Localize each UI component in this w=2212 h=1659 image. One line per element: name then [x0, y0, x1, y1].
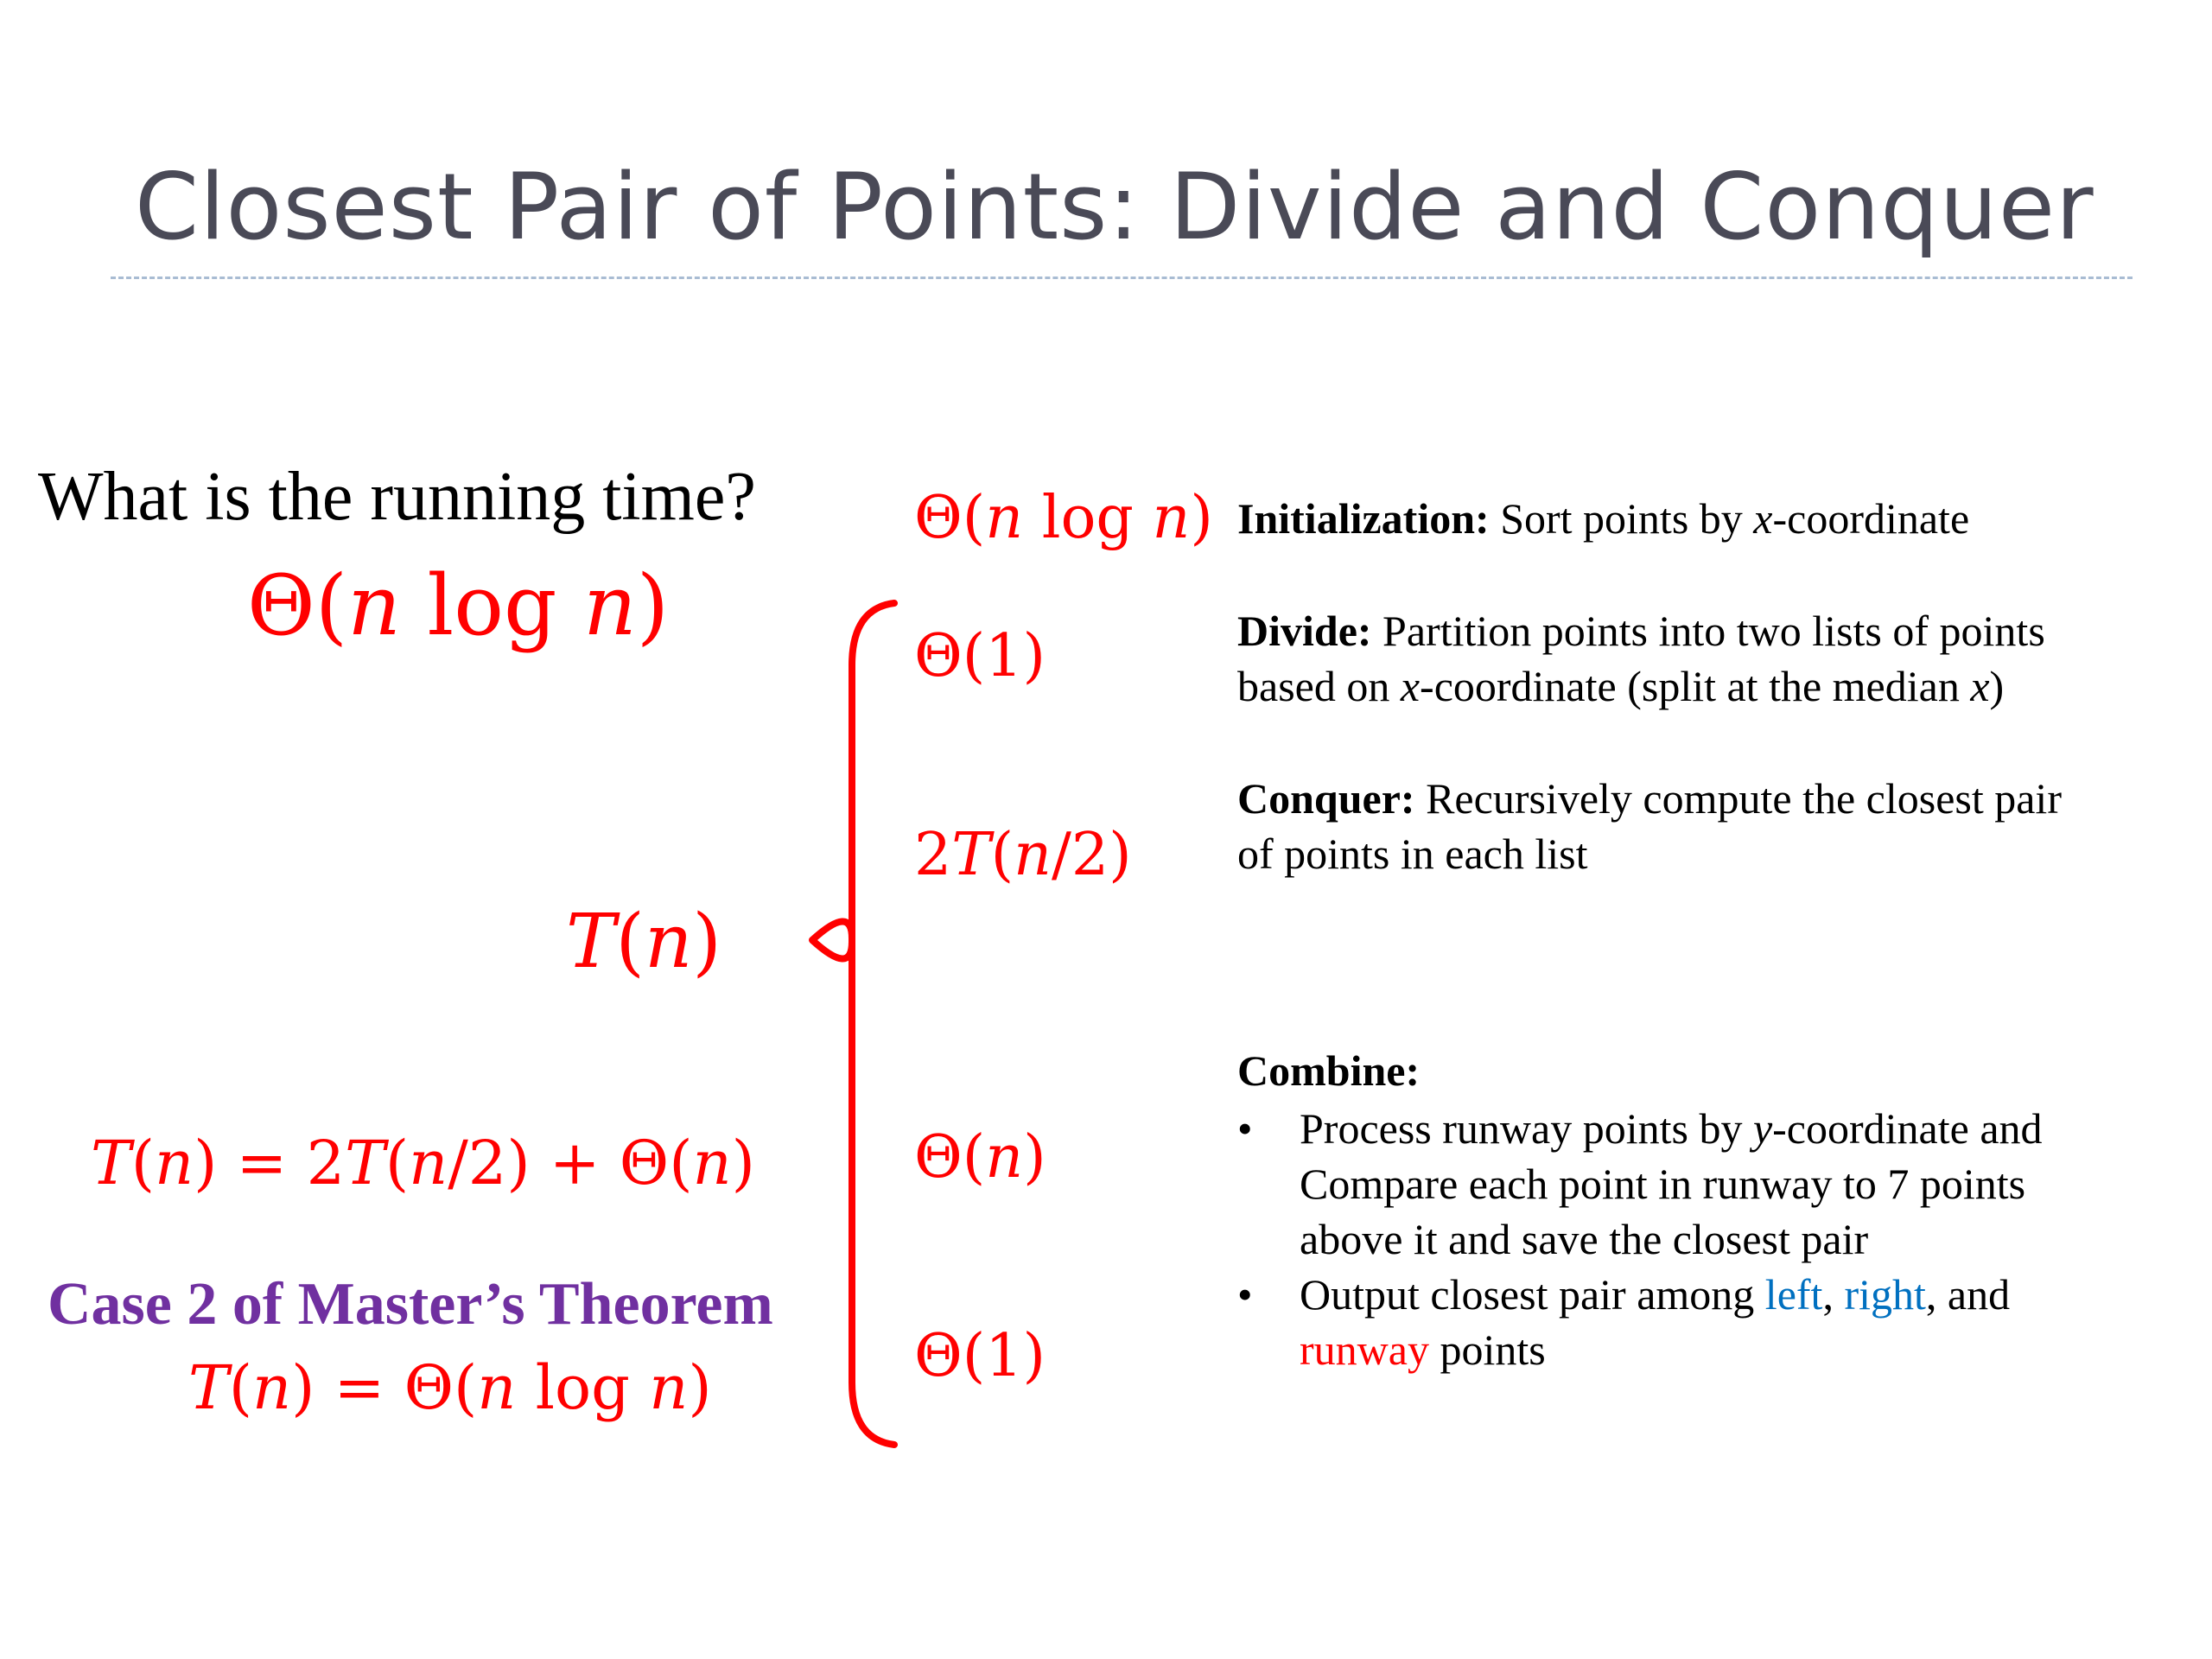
- step-conquer: Conquer: Recursively compute the closest pair of points in each list: [1237, 774, 2062, 878]
- curly-brace: [795, 596, 916, 1452]
- step-divide: Divide: Partition points into two lists of points based on x-coordinate (split at the median x): [1237, 607, 2045, 710]
- bullet-icon: •: [1237, 1270, 1253, 1319]
- slide-title: Closest Pair of Points: Divide and Conquer: [135, 154, 2094, 260]
- bullet-icon: •: [1237, 1104, 1253, 1153]
- step-combine-label: Combine:: [1237, 1046, 1421, 1095]
- combine-bullets: [1237, 1101, 2043, 1377]
- question-text: What is the running time?: [38, 459, 756, 535]
- cost-initialization: Θ(n log n): [914, 484, 1213, 552]
- step-initialization: Initialization: Sort points by x-coordinate: [1237, 494, 1970, 543]
- master-theorem-result: T(n) = Θ(n log n): [188, 1352, 712, 1423]
- cost-divide: Θ(1): [914, 622, 1046, 690]
- cost-combine: Θ(n): [914, 1123, 1046, 1192]
- list-item: • Process runway points by y-coordinate and Compare each point in runway to 7 points above it and save the closest pair: [1237, 1101, 2043, 1267]
- cost-output: Θ(1): [914, 1322, 1046, 1390]
- recurrence-equation: T(n) = 2T(n/2) + Θ(n): [91, 1128, 755, 1198]
- tn-label: T(n): [566, 899, 721, 985]
- running-time-answer: Θ(n log n): [247, 557, 670, 654]
- title-divider: [111, 276, 2133, 279]
- cost-conquer: 2T(n/2): [914, 821, 1132, 889]
- list-item: • Output closest pair among left, right, and runway points: [1237, 1267, 2043, 1377]
- master-theorem-case: Case 2 of Master’s Theorem: [48, 1271, 773, 1338]
